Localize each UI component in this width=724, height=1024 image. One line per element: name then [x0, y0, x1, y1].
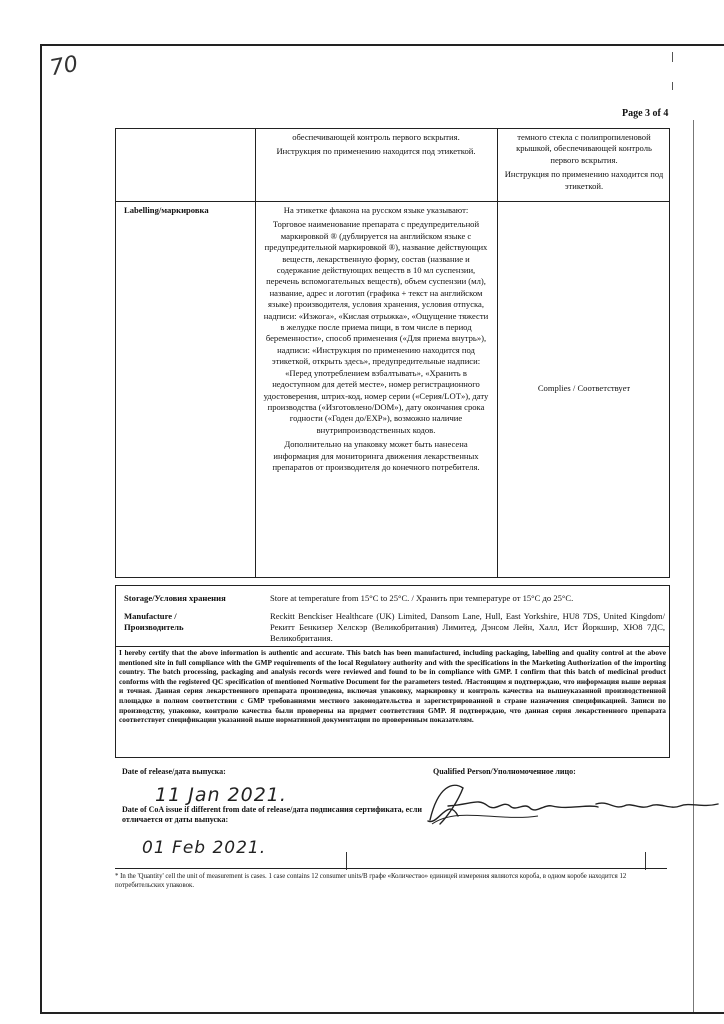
frame-right-border [693, 120, 694, 1012]
footnote: * In the 'Quantity' cell the unit of measurement is cases. 1 case contains 12 consumer units/В графе «Количество» единицей измерения являются короба, в одном коробе находится 12 потребительских упаковок. [115, 873, 627, 889]
handwritten-coa-date: 01 Feb 2021. [142, 838, 267, 858]
page-label: Page 3 of 4 [622, 108, 669, 119]
row1-col2-text: обеспечивающей контроль первого вскрытия. [292, 132, 460, 142]
manufacture-value: Reckitt Benckiser Healthcare (UK) Limited, Dansom Lane, Hull, East Yorkshire, HU8 7DS, United Kingdom/ Рекитт Бенкизер Хелскэр (Великобритания) Лимитед, Дэнсом Лейн, Халл, Ист Йоркшир, ХЮ8 7ДС, Великобритания. [270, 611, 665, 643]
storage-value: Store at temperature from 15°C to 25°C. / Хранить при температуре от 15°C до 25°C. [270, 593, 574, 603]
frame-left-border [40, 44, 42, 1014]
storage-manufacture-block [115, 585, 670, 647]
certification-statement [115, 646, 670, 758]
frame-bottom-border [40, 1012, 724, 1014]
row1-col2-text: Инструкция по применению находится под этикеткой. [276, 146, 476, 157]
qualified-person-signature [418, 776, 724, 830]
frame-top-border [40, 44, 724, 46]
labelling-result: Complies / Соответствует [537, 383, 631, 393]
qualified-person-label: Qualified Person/Уполномоченное лицо: [433, 767, 576, 776]
row1-col2 [262, 132, 490, 161]
handwritten-release-date: 11 Jan 2021. [155, 784, 287, 806]
labelling-intro: На этикетке флакона на русском языке указывают: [283, 205, 469, 215]
release-date-label: Date of release/дата выпуска: [122, 767, 226, 776]
labelling-description [262, 205, 490, 476]
labelling-label: Labelling/маркировка [124, 205, 209, 215]
certification-en: I hereby certify that the above information is authentic and accurate. This batch has been manufactured, including packaging, labelling and quality control at the above mentioned site in full compliance with the GMP requirements of the local Regulatory authority and with the specifications in the Marketing Authorization of the importing country. The batch processing, packaging and analysis records were reviewed and found to be in compliance with GMP. I confirm that this batch of medicinal product conforms with the registered QC specification of mentioned Normative Document for the parameters tested. [119, 648, 666, 686]
storage-label: Storage/Условия хранения [124, 593, 226, 603]
scan-mark [672, 82, 673, 90]
labelling-body: Торговое наименование препарата с предупредительной маркировкой ® (дублируется на английском языке с предупредительной маркировкой ®), название действующих веществ, лекарственную форму, состав (название и содержание действующих веществ в 10 мл суспензии, перечень вспомогательных веществ), объем суспензии (мл), название, адрес и логотип (графика + текст на английском языке) производителя, условия хранения, условия отпуска, надписи: «Изжога», «Кислая отрыжка», «Ощущение тяжести в желудке после приема пищи, в том числе в период беременности», способ применения («Для приема внутрь»), надписи: «Инструкция по применению находится под этикеткой, открыть здесь», предупредительные надписи: «Перед употреблением взбалтывать», «Хранить в недоступном для детей месте», номер регистрационного удостоверения, штрих-код, номер серии («Серия/LOT»), дату производства («Изготовлено/DOM»), дату окончания срока годности («Годен до/EXP»), возможно наличие внутрипроизводственных кодов. [263, 219, 489, 435]
labelling-additional: Дополнительно на упаковку может быть нанесена информация для мониторинга движения лекарственных препаратов от производителя до конечного потребителя. [272, 439, 480, 472]
certification-ru: /Настоящим я подтверждаю, что информация выше верная и точная. Данная серия лекарственного препарата произведена, включая упаковку, маркировку и контроль качества на вышеуказанной производственной площадке в полном соответствии с GMP требованиями местного законодательства и зарегистрированной в стране назначения спецификацией. Записи по производству, упаковке, контролю качества были проверены на предмет соответствия GMP. Я подтверждаю, что данная серия лекарственного препарата соответствует спецификации указанной выше нормативной документации по проверенным показателям. [119, 676, 666, 725]
row1-col3 [501, 132, 667, 195]
spec-table [115, 128, 670, 578]
table-divider [116, 201, 669, 202]
footnote-rule [115, 868, 667, 869]
handwritten-page-number: 70 [48, 51, 80, 82]
row1-col3-text: Инструкция по применению находится под этикеткой. [504, 169, 664, 191]
scan-mark [672, 52, 673, 62]
row1-col3-text: темного стекла с полипропиленовой крышкой, обеспечивающей контроль первого вскрытия. [516, 132, 652, 165]
table-divider [497, 129, 498, 577]
manufacture-label: Manufacture / Производитель [124, 611, 184, 632]
table-divider [255, 129, 256, 577]
coa-issue-date-label: Date of CoA issue if different from date of release/дата подписания сертификата, если отличается от даты выпуска: [122, 805, 422, 824]
